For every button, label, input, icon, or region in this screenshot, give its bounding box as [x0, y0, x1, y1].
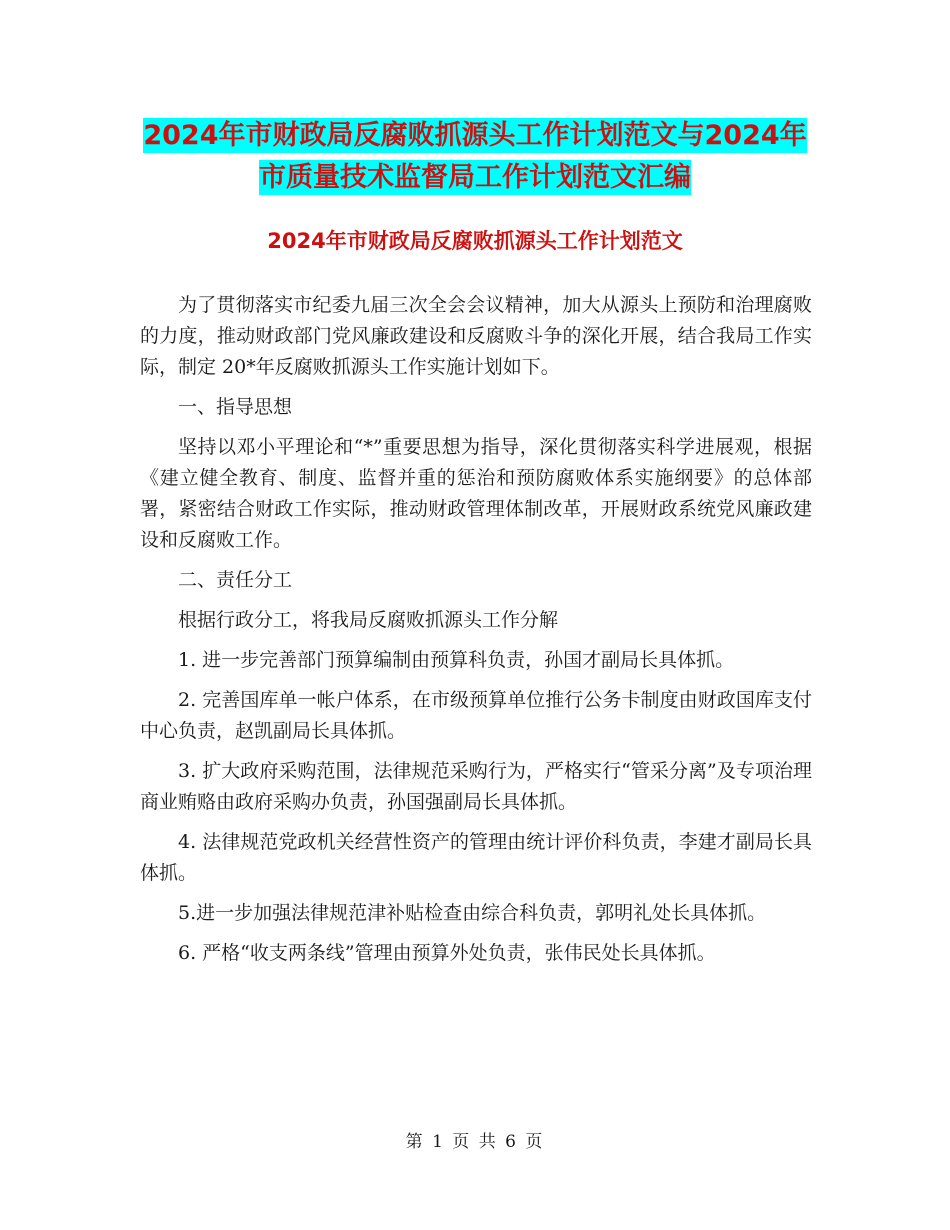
document-title-line-1: 2024年市财政局反腐败抓源头工作计划范文与2024年	[143, 120, 807, 151]
list-item: 4. 法律规范党政机关经营性资产的管理由统计评价科负责，李建才副局长具体抓。	[140, 831, 812, 884]
list-item: 1. 进一步完善部门预算编制由预算科负责，孙国才副局长具体抓。	[178, 649, 735, 671]
section-title: 2024年市财政局反腐败抓源头工作计划范文	[267, 229, 683, 253]
document-body	[140, 290, 812, 969]
page-footer: 第 1 页 共 6 页	[405, 1132, 545, 1152]
document-title-line-2: 市质量技术监督局工作计划范文汇编	[259, 162, 691, 193]
heading-responsibility: 二、责任分工	[178, 569, 293, 591]
guiding-ideology-paragraph: 坚持以邓小平理论和“*”重要思想为指导，深化贯彻落实科学进展观，根据《建立健全教育、制度、监督并重的惩治和预防腐败体系实施纲要》的总体部署，紧密结合财政工作实际，推动财政管理体制改革，开展财政系统党风廉政建设和反腐败工作。	[140, 436, 812, 551]
list-item: 3. 扩大政府采购范围，法律规范采购行为，严格实行“管采分离”及专项治理商业贿赂由政府采购办负责，孙国强副局长具体抓。	[140, 760, 812, 813]
intro-paragraph: 为了贯彻落实市纪委九届三次全会会议精神，加大从源头上预防和治理腐败的力度，推动财政部门党风廉政建设和反腐败斗争的深化开展，结合我局工作实际，制定 20*年反腐败抓源头工作实施计划如下。	[140, 294, 812, 378]
list-item: 6. 严格“收支两条线”管理由预算外处负责，张伟民处长具体抓。	[178, 942, 716, 964]
heading-guiding-ideology: 一、指导思想	[178, 396, 293, 418]
list-item: 5.进一步加强法律规范津补贴检查由综合科负责，郭明礼处长具体抓。	[178, 902, 767, 924]
responsibility-paragraph: 根据行政分工，将我局反腐败抓源头工作分解	[178, 609, 559, 631]
list-item: 2. 完善国库单一帐户体系，在市级预算单位推行公务卡制度由财政国库支付中心负责，赵凯副局长具体抓。	[140, 689, 812, 742]
